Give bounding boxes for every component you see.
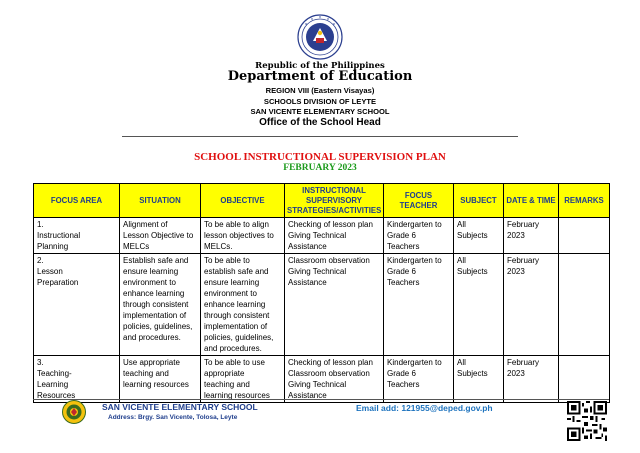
cell-text: All bbox=[457, 220, 466, 229]
cell-text: All bbox=[457, 358, 466, 367]
remarks-cell bbox=[559, 254, 610, 356]
cell-text: teaching and bbox=[123, 369, 169, 378]
cell-text: MELCs. bbox=[204, 242, 233, 251]
table-row bbox=[34, 254, 610, 356]
cell-text: environment to bbox=[204, 289, 257, 298]
cell-text: implementation of bbox=[204, 322, 268, 331]
cell-text: Subjects bbox=[457, 267, 488, 276]
cell-text: establish safe and bbox=[204, 267, 269, 276]
cell-text: Classroom observation bbox=[288, 369, 370, 378]
focus-area-cell bbox=[34, 356, 120, 403]
region-heading: REGION VIII (Eastern Visayas) bbox=[265, 86, 375, 95]
cell-text: implementation of bbox=[123, 311, 187, 320]
cell-text: and procedures. bbox=[204, 344, 262, 353]
cell-text: To be able to align bbox=[204, 220, 269, 229]
school-heading: SAN VICENTE ELEMENTARY SCHOOL bbox=[250, 107, 390, 116]
cell-text: Lesson Objective to bbox=[123, 231, 194, 240]
subject-cell bbox=[454, 218, 504, 254]
situation-cell bbox=[120, 356, 201, 403]
remarks-cell bbox=[559, 218, 610, 254]
cell-text: Kindergarten to bbox=[387, 358, 442, 367]
cell-text: learning resources bbox=[204, 391, 270, 400]
row-number: 1. bbox=[37, 220, 44, 229]
focus-area-cell bbox=[34, 254, 120, 356]
table-header-row bbox=[34, 184, 610, 218]
cell-text: Assistance bbox=[288, 278, 327, 287]
qr-code-icon bbox=[567, 401, 607, 441]
cell-text: Grade 6 bbox=[387, 231, 416, 240]
table-row bbox=[34, 218, 610, 254]
focus-teacher-cell bbox=[384, 254, 454, 356]
office-heading: Office of the School Head bbox=[259, 117, 381, 128]
cell-text: ensure learning bbox=[204, 278, 260, 287]
focus-area-text: Planning bbox=[37, 242, 69, 251]
division-heading: SCHOOLS DIVISION OF LEYTE bbox=[263, 97, 377, 106]
cell-text: To be able to bbox=[204, 256, 250, 265]
column-header: REMARKS bbox=[559, 184, 610, 218]
objective-cell bbox=[201, 254, 285, 356]
cell-text: Teachers bbox=[387, 278, 420, 287]
plan-month: FEBRUARY 2023 bbox=[283, 163, 357, 173]
cell-text: learning resources bbox=[123, 380, 189, 389]
cell-text: 2023 bbox=[507, 267, 525, 276]
column-header: SITUATION bbox=[120, 184, 201, 218]
cell-text: Subjects bbox=[457, 369, 488, 378]
republic-heading: Republic of the Philippines bbox=[255, 61, 385, 71]
plan-title: SCHOOL INSTRUCTIONAL SUPERVISION PLAN bbox=[194, 151, 446, 163]
footer-divider bbox=[33, 399, 609, 400]
cell-text: February bbox=[507, 220, 540, 229]
focus-area-text: Lesson bbox=[37, 267, 63, 276]
strategies-cell bbox=[285, 254, 384, 356]
strategies-cell bbox=[285, 218, 384, 254]
focus-teacher-cell bbox=[384, 356, 454, 403]
date-cell bbox=[504, 218, 559, 254]
cell-text: All bbox=[457, 256, 466, 265]
date-cell bbox=[504, 356, 559, 403]
cell-text: Kindergarten to bbox=[387, 220, 442, 229]
focus-area-text: Instructional bbox=[37, 231, 81, 240]
cell-text: Giving Technical bbox=[288, 231, 347, 240]
cell-text: through consistent bbox=[123, 300, 189, 309]
situation-cell bbox=[120, 254, 201, 356]
cell-text: 2023 bbox=[507, 369, 525, 378]
deped-seal-icon bbox=[297, 14, 343, 60]
cell-text: and procedures. bbox=[123, 333, 181, 342]
cell-text: Kindergarten to bbox=[387, 256, 442, 265]
subject-cell bbox=[454, 356, 504, 403]
cell-text: Subjects bbox=[457, 231, 488, 240]
cell-text: Establish safe and bbox=[123, 256, 189, 265]
cell-text: Assistance bbox=[288, 242, 327, 251]
cell-text: Giving Technical bbox=[288, 380, 347, 389]
school-logo-icon bbox=[62, 400, 86, 424]
cell-text: February bbox=[507, 256, 540, 265]
cell-text: Assistance bbox=[288, 391, 327, 400]
row-number: 3. bbox=[37, 358, 44, 367]
focus-area-cell bbox=[34, 218, 120, 254]
focus-teacher-cell bbox=[384, 218, 454, 254]
cell-text: MELCs bbox=[123, 242, 150, 251]
cell-text: February bbox=[507, 358, 540, 367]
column-header: FOCUS AREA bbox=[34, 184, 120, 218]
focus-area-text: Learning bbox=[37, 380, 69, 389]
focus-area-text: Resources bbox=[37, 391, 76, 400]
focus-area-text: Teaching- bbox=[37, 369, 72, 378]
cell-text: Grade 6 bbox=[387, 267, 416, 276]
footer-address: Address: Brgy. San Vicente, Tolosa, Leyte bbox=[108, 414, 238, 421]
footer-email-link[interactable]: Email add: 121955@deped.gov.ph bbox=[356, 403, 493, 413]
cell-text: environment to bbox=[123, 278, 176, 287]
subject-cell bbox=[454, 254, 504, 356]
cell-text: policies, guidelines, bbox=[204, 333, 274, 342]
cell-text: enhance learning bbox=[204, 300, 266, 309]
cell-text: 2023 bbox=[507, 231, 525, 240]
situation-cell bbox=[120, 218, 201, 254]
cell-text: Teachers bbox=[387, 242, 420, 251]
cell-text: Classroom observation bbox=[288, 256, 370, 265]
supervision-plan-table bbox=[33, 183, 610, 403]
cell-text: Grade 6 bbox=[387, 369, 416, 378]
cell-text: enhance learning bbox=[123, 289, 185, 298]
cell-text: ensure learning bbox=[123, 267, 179, 276]
cell-text: Checking of lesson plan bbox=[288, 220, 373, 229]
strategies-cell bbox=[285, 356, 384, 403]
cell-text: policies, guidelines, bbox=[123, 322, 193, 331]
department-heading: Department of Education bbox=[227, 69, 413, 84]
cell-text: Giving Technical bbox=[288, 267, 347, 276]
column-header: SUBJECT bbox=[454, 184, 504, 218]
footer-school-name: SAN VICENTE ELEMENTARY SCHOOL bbox=[102, 402, 258, 412]
column-header: FOCUS TEACHER bbox=[384, 184, 454, 218]
cell-text: lesson objectives to bbox=[204, 231, 274, 240]
date-cell bbox=[504, 254, 559, 356]
cell-text: Use appropriate bbox=[123, 358, 180, 367]
cell-text: through consistent bbox=[204, 311, 270, 320]
cell-text: teaching and bbox=[204, 380, 250, 389]
remarks-cell bbox=[559, 356, 610, 403]
cell-text: Checking of lesson plan bbox=[288, 358, 373, 367]
row-number: 2. bbox=[37, 256, 44, 265]
focus-area-text: Preparation bbox=[37, 278, 79, 287]
objective-cell bbox=[201, 218, 285, 254]
cell-text: Alignment of bbox=[123, 220, 168, 229]
objective-cell bbox=[201, 356, 285, 403]
column-header: DATE & TIME bbox=[504, 184, 559, 218]
table-row bbox=[34, 356, 610, 403]
cell-text: appropriate bbox=[204, 369, 245, 378]
cell-text: Teachers bbox=[387, 380, 420, 389]
header-divider bbox=[122, 136, 518, 137]
cell-text: To be able to use bbox=[204, 358, 265, 367]
column-header: INSTRUCTIONAL SUPERVISORY STRATEGIES/ACTIVITIES bbox=[285, 184, 384, 218]
column-header: OBJECTIVE bbox=[201, 184, 285, 218]
